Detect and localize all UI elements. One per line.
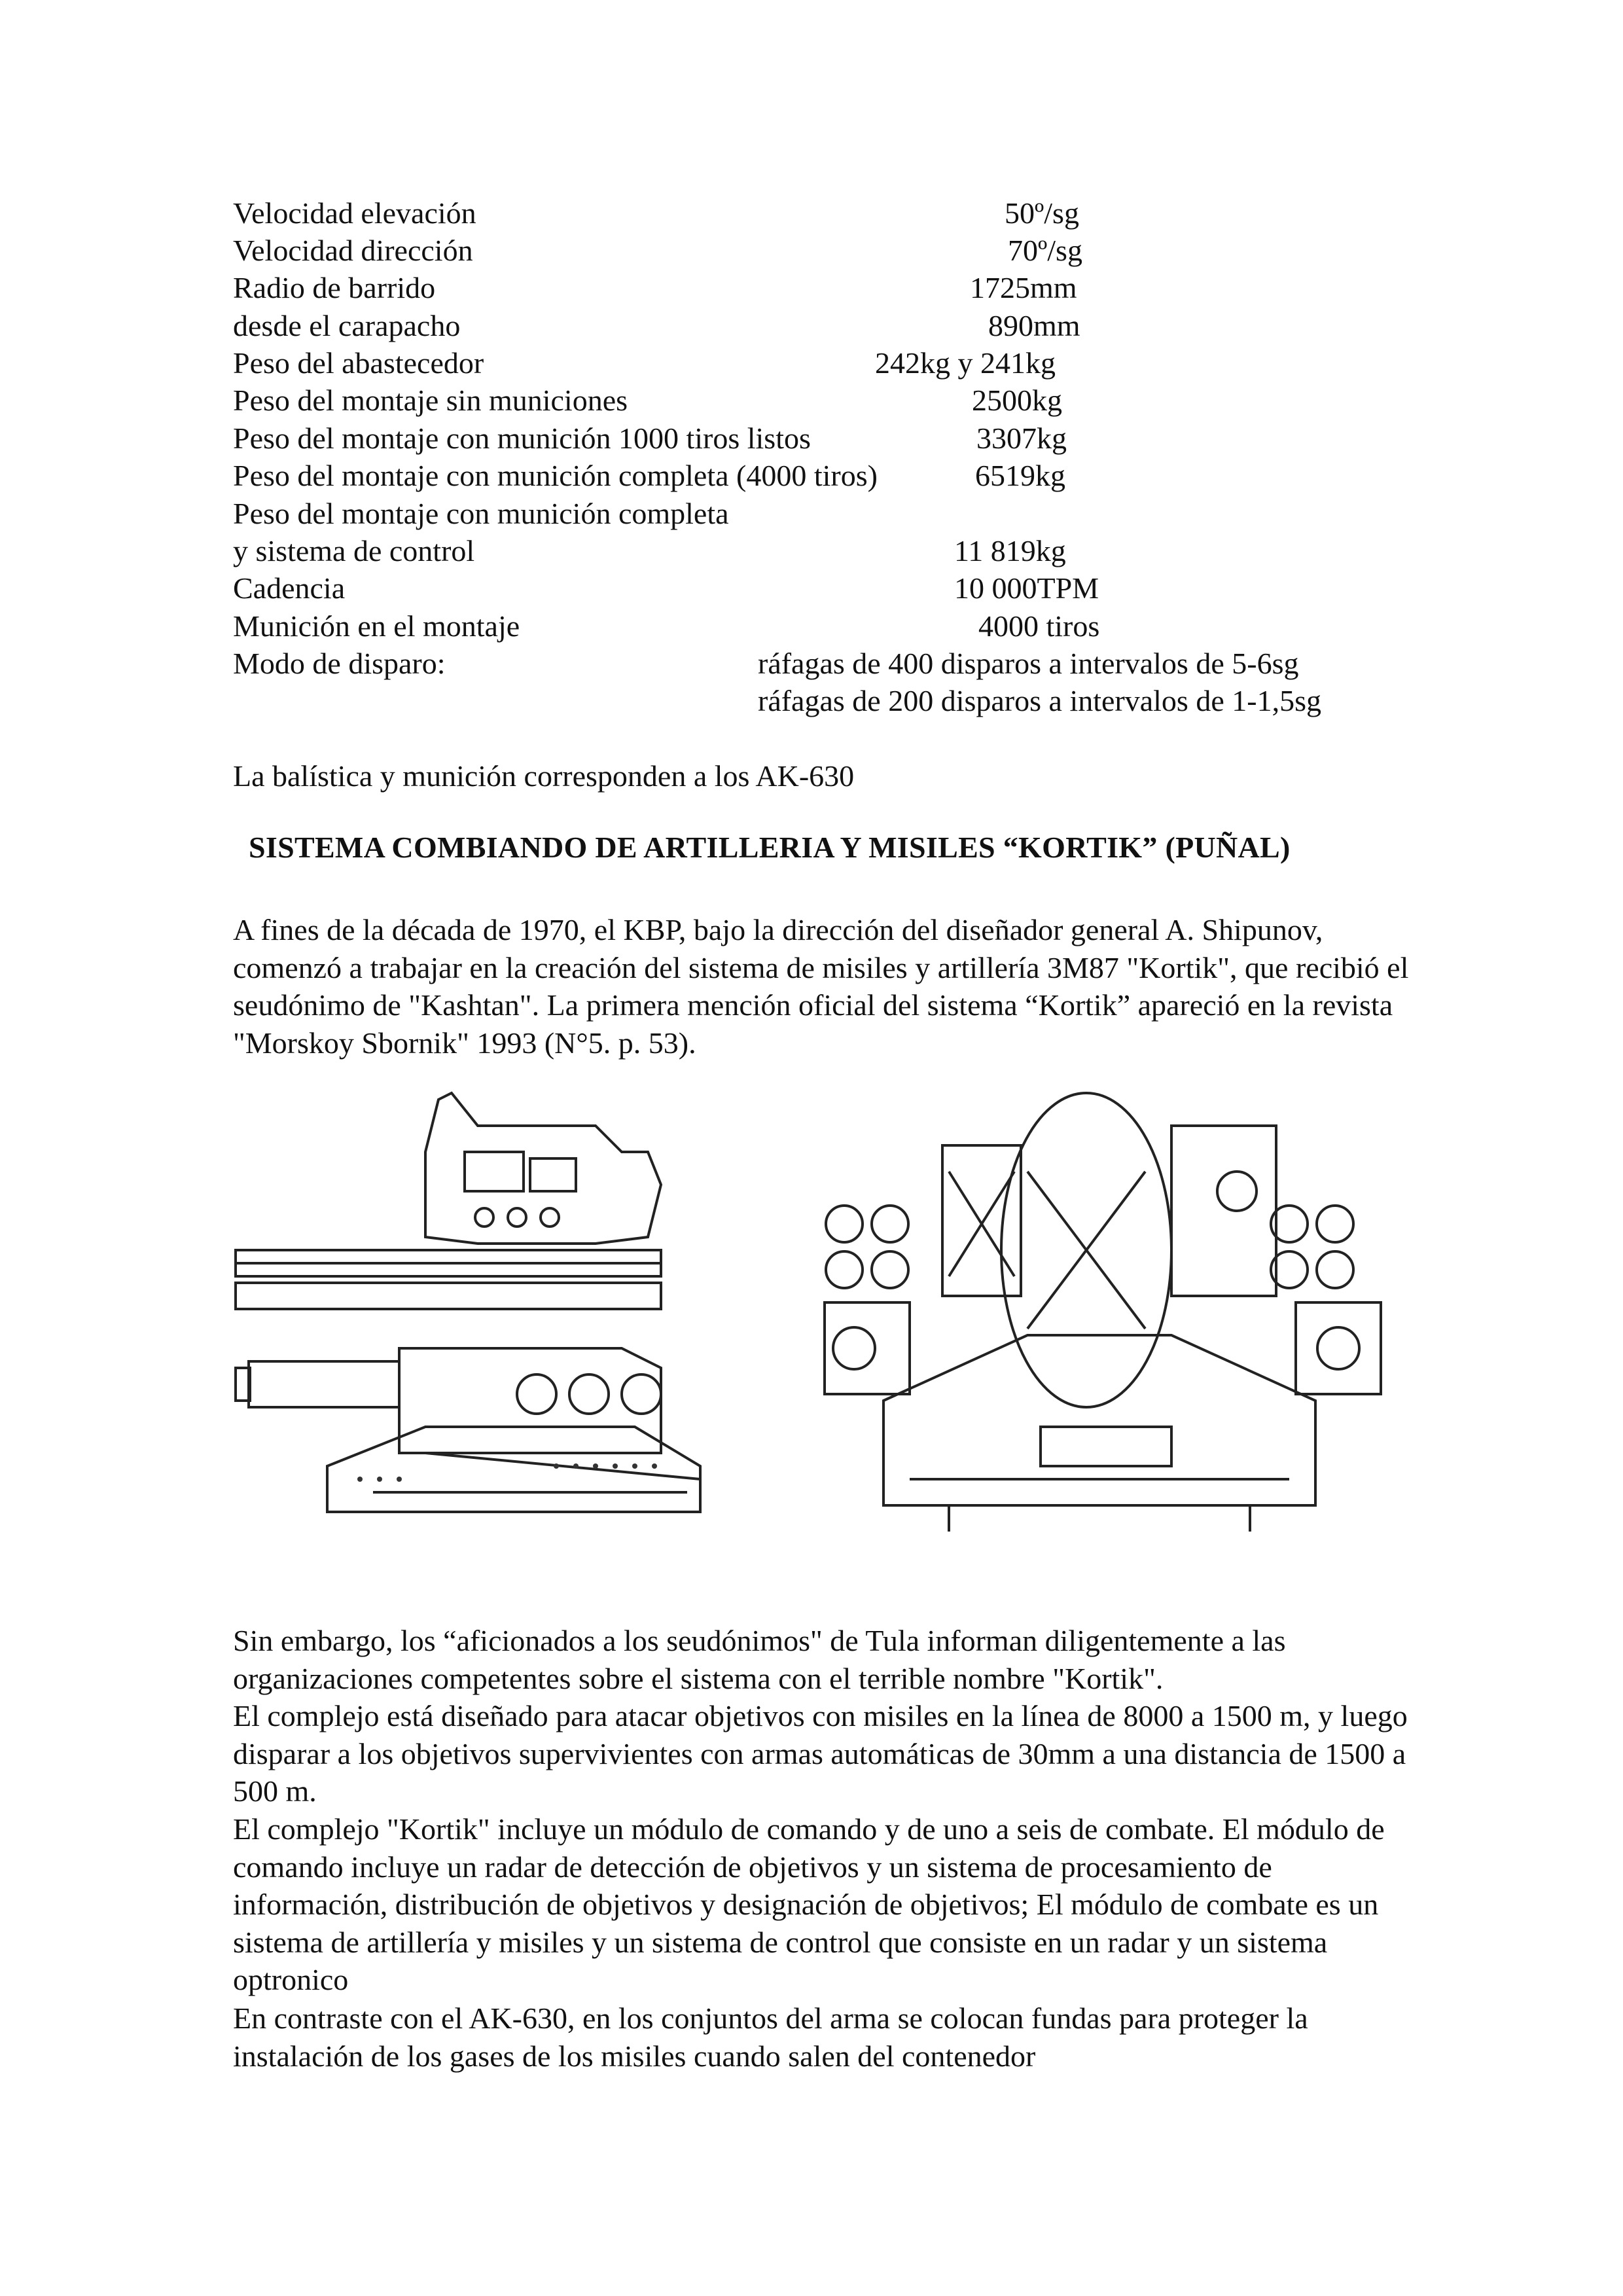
paragraph: El complejo está diseñado para atacar objetivos con misiles en la línea de 8000 a 1500 m, y luego disparar a los objetivos supervivientes con armas automáticas de 30mm a una distancia de 1500 a 500 m. bbox=[233, 1699, 1408, 1808]
spec-value: 2500kg bbox=[972, 384, 1062, 417]
spec-label: Velocidad elevación bbox=[233, 196, 476, 230]
side-view-drawing bbox=[236, 1093, 700, 1512]
intro-paragraph: A fines de la década de 1970, el KBP, bajo la dirección del diseñador general A. Shipunov, comenzó a trabajar en la creación del sistema de misiles y artillería 3M87 "Kortik", que recibió el seudónimo de "Kashtan". La primera mención oficial del sistema “Kortik” apareció en la revista "Morskoy Sbornik" 1993 (N°5. p. 53). bbox=[233, 913, 1409, 1060]
spec-value: 10 000TPM bbox=[954, 571, 1099, 605]
spec-value: 1725mm bbox=[970, 271, 1077, 304]
spec-value: 3307kg bbox=[976, 422, 1067, 455]
spec-label: Velocidad dirección bbox=[233, 234, 473, 267]
spec-label: Peso del montaje con munición completa bbox=[233, 497, 729, 530]
spec-label: Peso del montaje sin municiones bbox=[233, 384, 628, 417]
spec-value: 4000 tiros bbox=[978, 609, 1100, 643]
spec-value: 6519kg bbox=[975, 459, 1065, 492]
paragraph: En contraste con el AK-630, en los conjuntos del arma se colocan fundas para proteger la instalación de los gases de los misiles cuando salen del contenedor bbox=[233, 2001, 1308, 2073]
spec-label: Peso del montaje con munición 1000 tiros listos bbox=[233, 422, 811, 455]
front-view-drawing bbox=[825, 1093, 1381, 1532]
spec-value: 70º/sg bbox=[1008, 234, 1082, 267]
spec-value: 242kg y 241kg bbox=[875, 346, 1056, 380]
spec-value: 890mm bbox=[988, 309, 1080, 342]
spec-label: Munición en el montaje bbox=[233, 609, 520, 643]
kortik-mount-drawing bbox=[229, 1086, 1420, 1558]
spec-label: y sistema de control bbox=[233, 534, 475, 567]
ballistics-note: La balística y munición corresponden a los AK-630 bbox=[233, 759, 855, 793]
section-heading: SISTEMA COMBIANDO DE ARTILLERIA Y MISILES “KORTIK” (PUÑAL) bbox=[249, 831, 1291, 864]
spec-label: Peso del abastecedor bbox=[233, 346, 484, 380]
paragraph: Sin embargo, los “aficionados a los seudónimos" de Tula informan diligentemente a las organizaciones competentes sobre el sistema con el terrible nombre "Kortik". bbox=[233, 1624, 1286, 1695]
spec-label: Modo de disparo: bbox=[233, 647, 446, 680]
spec-value: ráfagas de 200 disparos a intervalos de 1-1,5sg bbox=[758, 684, 1321, 717]
spec-value: ráfagas de 400 disparos a intervalos de 5-6sg bbox=[758, 647, 1299, 680]
spec-value: 11 819kg bbox=[954, 534, 1066, 567]
spec-label: Peso del montaje con munición completa (4000 tiros) bbox=[233, 459, 878, 492]
paragraph: El complejo "Kortik" incluye un módulo de comando y de uno a seis de combate. El módulo de comando incluye un radar de detección de objetivos y un sistema de procesamiento de información, distribución de objetivos y designación de objetivos; El módulo de combate es un sistema de artillería y misiles y un sistema de control que consiste en un radar y un sistema optronico bbox=[233, 1812, 1385, 1997]
side-view-rivets bbox=[357, 1463, 657, 1482]
spec-label: Cadencia bbox=[233, 571, 346, 605]
spec-label: desde el carapacho bbox=[233, 309, 461, 342]
spec-label: Radio de barrido bbox=[233, 271, 436, 304]
spec-value: 50º/sg bbox=[1005, 196, 1079, 230]
